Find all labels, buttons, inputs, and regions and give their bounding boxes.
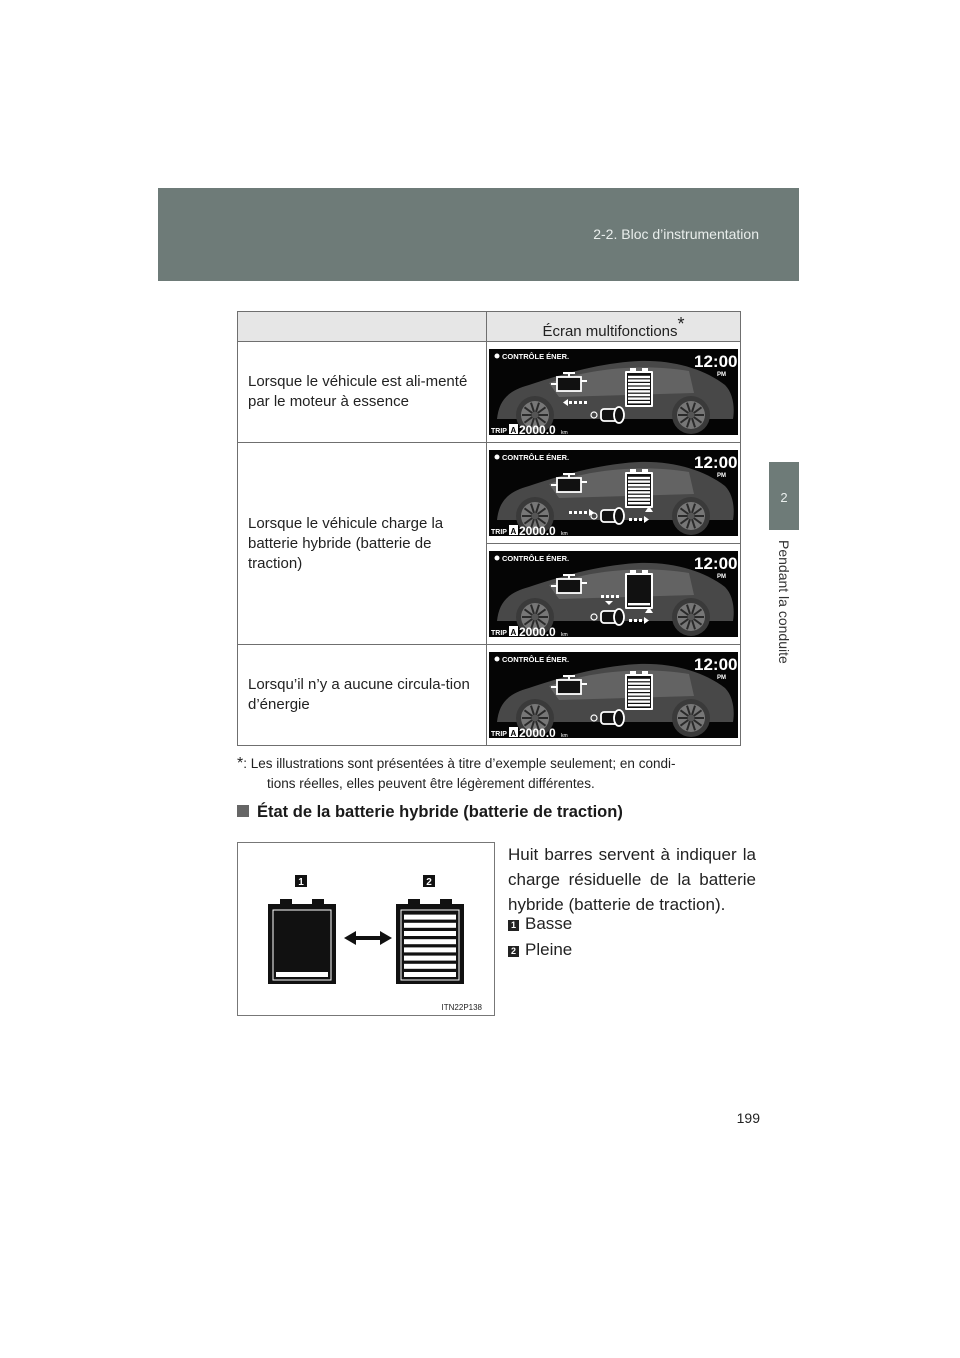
row-description: Lorsqu’il n’y a aucune circula-tion d’énergie bbox=[238, 645, 487, 746]
item-text: Pleine bbox=[525, 940, 573, 959]
odometer-value: 2000.0 bbox=[519, 726, 556, 738]
row-description: Lorsque le véhicule est ali-menté par le moteur à essence bbox=[238, 342, 487, 443]
screen-time: 12:00 bbox=[694, 655, 738, 674]
trip-letter: A bbox=[510, 527, 517, 536]
list-item bbox=[508, 914, 572, 934]
column-header: Écran multifonctions bbox=[542, 322, 678, 340]
battery-full-icon bbox=[396, 899, 464, 984]
battery-icon bbox=[625, 671, 653, 710]
title-bullet-icon bbox=[495, 657, 500, 662]
screen-ampm: PM bbox=[717, 574, 726, 580]
battery-bar bbox=[404, 947, 456, 952]
odometer-unit: km bbox=[561, 733, 568, 738]
page-number: 199 bbox=[736, 1110, 760, 1126]
energy-monitor-table bbox=[237, 311, 741, 746]
wheel-icon bbox=[672, 699, 710, 737]
table-row bbox=[238, 342, 741, 443]
description-paragraph: Huit barres servent à indiquer la charge résiduelle de la batterie hybride (batterie de traction). bbox=[508, 845, 756, 914]
battery-bar bbox=[404, 964, 456, 969]
screen-time: 12:00 bbox=[694, 352, 738, 371]
footnote-line1: : Les illustrations sont présentées à titre d’exemple seulement; en condi- bbox=[243, 756, 676, 771]
screen-ampm: PM bbox=[717, 675, 726, 681]
table-header-screen bbox=[487, 312, 741, 342]
row-description: Lorsque le véhicule charge la batterie hybride (batterie de traction) bbox=[238, 443, 487, 645]
trip-letter: A bbox=[510, 729, 517, 738]
screen-time: 12:00 bbox=[694, 453, 738, 472]
odometer-value: 2000.0 bbox=[519, 625, 556, 637]
table-row bbox=[238, 443, 741, 544]
trip-label: TRIP bbox=[491, 529, 507, 536]
screen-cell bbox=[487, 645, 741, 746]
battery-figure-svg bbox=[238, 843, 494, 1015]
chapter-label-wrap bbox=[765, 540, 799, 680]
odometer-unit: km bbox=[561, 430, 568, 435]
trip-label: TRIP bbox=[491, 428, 507, 435]
battery-bar bbox=[404, 915, 456, 920]
energy-screen-charge-full bbox=[489, 450, 738, 536]
title-bullet-icon bbox=[495, 455, 500, 460]
footnote bbox=[237, 754, 757, 794]
odometer-value: 2000.0 bbox=[519, 423, 556, 435]
battery-inner bbox=[401, 910, 459, 980]
battery-bar bbox=[276, 972, 328, 977]
trip-label: TRIP bbox=[491, 630, 507, 637]
screen-ampm: PM bbox=[717, 372, 726, 378]
chapter-label: Pendant la conduite bbox=[776, 540, 792, 664]
title-bullet-icon bbox=[495, 556, 500, 561]
list-item bbox=[508, 940, 572, 960]
trip-label: TRIP bbox=[491, 731, 507, 738]
battery-icon bbox=[625, 469, 653, 508]
screen-title: CONTRÔLE ÉNER. bbox=[502, 655, 570, 664]
chapter-tab bbox=[769, 462, 799, 530]
header-band bbox=[158, 188, 799, 281]
item-text: Basse bbox=[525, 914, 573, 933]
section-title: 2-2. Bloc d’instrumentation bbox=[593, 226, 759, 242]
badge-full bbox=[423, 875, 435, 888]
table-header-blank bbox=[238, 312, 487, 342]
title-bullet-icon bbox=[495, 354, 500, 359]
heading-square-icon bbox=[237, 805, 249, 817]
badge-full-label: 2 bbox=[426, 877, 432, 888]
double-arrow-icon bbox=[344, 931, 392, 945]
battery-bar bbox=[404, 923, 456, 928]
screen-time: 12:00 bbox=[694, 554, 738, 573]
column-header-star: * bbox=[677, 313, 685, 334]
battery-bar bbox=[404, 931, 456, 936]
odometer-unit: km bbox=[561, 531, 568, 536]
screen-title: CONTRÔLE ÉNER. bbox=[502, 453, 570, 462]
figure-code: ITN22P138 bbox=[441, 1003, 482, 1012]
battery-inner bbox=[273, 910, 331, 980]
table-row bbox=[238, 645, 741, 746]
footnote-line2: tions réelles, elles peuvent être légèrement différentes. bbox=[267, 776, 595, 791]
battery-bar bbox=[404, 956, 456, 961]
trip-letter: A bbox=[510, 426, 517, 435]
screen-ampm: PM bbox=[717, 473, 726, 479]
battery-bar bbox=[404, 939, 456, 944]
section-heading-text: État de la batterie hybride (batterie de traction) bbox=[257, 803, 623, 821]
screen-title: CONTRÔLE ÉNER. bbox=[502, 352, 570, 361]
screen-cell bbox=[487, 342, 741, 443]
wheel-icon bbox=[672, 598, 710, 636]
battery-figure bbox=[237, 842, 495, 1016]
screen-title: CONTRÔLE ÉNER. bbox=[502, 554, 570, 563]
battery-icon bbox=[625, 368, 653, 407]
footnote-star: * bbox=[237, 755, 244, 772]
trip-letter: A bbox=[510, 628, 517, 637]
badge-low bbox=[295, 875, 307, 888]
section-heading bbox=[237, 803, 623, 822]
item-badge: 2 bbox=[508, 946, 519, 957]
odometer-unit: km bbox=[561, 632, 568, 637]
energy-screen-engine bbox=[489, 349, 738, 435]
badge-low-label: 1 bbox=[298, 877, 304, 888]
screen-cell bbox=[487, 544, 741, 645]
energy-screen-idle bbox=[489, 652, 738, 738]
odometer-value: 2000.0 bbox=[519, 524, 556, 536]
item-badge: 1 bbox=[508, 920, 519, 931]
wheel-icon bbox=[672, 497, 710, 535]
battery-icon bbox=[625, 570, 653, 609]
battery-bar bbox=[404, 972, 456, 977]
battery-low-icon bbox=[268, 899, 336, 984]
energy-screen-charge-low bbox=[489, 551, 738, 637]
chapter-number: 2 bbox=[780, 490, 788, 505]
screen-cell bbox=[487, 443, 741, 544]
wheel-icon bbox=[672, 396, 710, 434]
